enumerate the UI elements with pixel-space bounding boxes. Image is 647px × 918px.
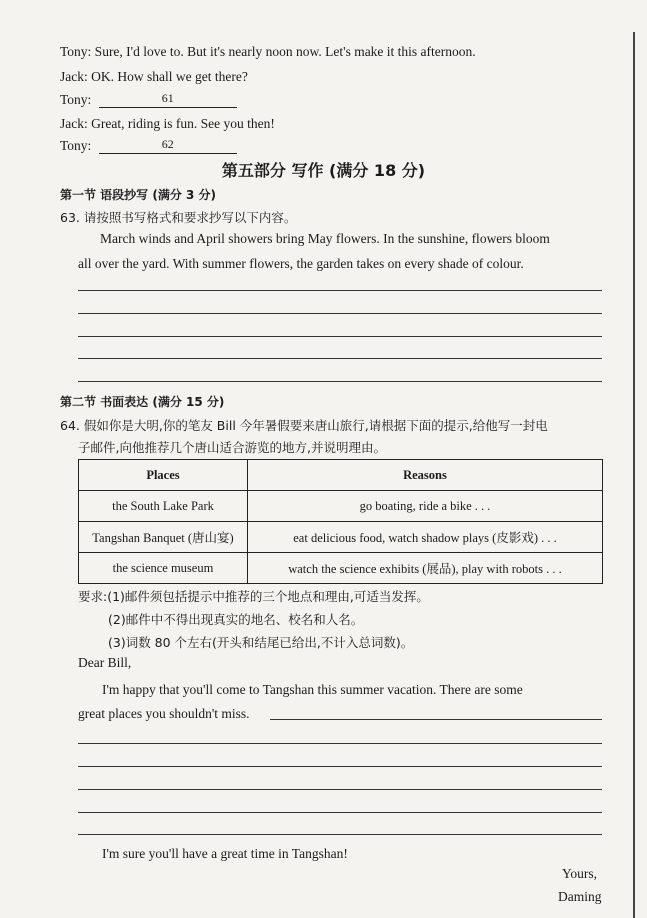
writing-line[interactable] [78, 834, 602, 835]
writing-line[interactable] [78, 743, 602, 744]
header-reasons: Reasons [248, 460, 603, 491]
question-63: 63. 请按照书写格式和要求抄写以下内容。 [60, 210, 297, 225]
table-row [79, 553, 603, 584]
requirement-3: (3)词数 80 个左右(开头和结尾已给出,不计入总词数)。 [108, 635, 414, 650]
writing-line[interactable] [78, 381, 602, 382]
passage-line-2: all over the yard. With summer flowers, the garden takes on every shade of colour. [78, 256, 524, 271]
dialogue-line-4: Jack: Great, riding is fun. See you then! [60, 116, 275, 131]
place-cell: the South Lake Park [79, 491, 248, 522]
header-places: Places [79, 460, 248, 491]
letter-opening-line-2: great places you shouldn't miss. [78, 706, 250, 721]
letter-opening-line-1: I'm happy that you'll come to Tangshan this summer vacation. There are some [102, 682, 523, 697]
speaker-label: Tony: [60, 138, 92, 153]
table-row [79, 491, 603, 522]
requirement-2: (2)邮件中不得出现真实的地名、校名和人名。 [108, 612, 364, 627]
section-1-title: 第一节 语段抄写 (满分 3 分) [60, 188, 217, 202]
letter-closing: I'm sure you'll have a great time in Tangshan! [102, 846, 348, 861]
table-header-row [79, 460, 603, 491]
place-cell: the science museum [79, 553, 248, 584]
writing-line[interactable] [78, 290, 602, 291]
speaker-label: Tony: [60, 92, 92, 107]
places-reasons-table [78, 459, 603, 584]
dialogue-line-2: Jack: OK. How shall we get there? [60, 69, 248, 84]
writing-line[interactable] [78, 336, 602, 337]
section-2-title: 第二节 书面表达 (满分 15 分) [60, 395, 225, 409]
writing-line[interactable] [78, 313, 602, 314]
copy-passage [78, 226, 603, 276]
answer-blank-61[interactable] [99, 92, 237, 108]
writing-line[interactable] [270, 719, 602, 720]
answer-blank-62[interactable] [99, 138, 237, 154]
table-row [79, 522, 603, 553]
dialogue-line-5 [60, 138, 237, 154]
place-cell: Tangshan Banquet (唐山宴) [79, 522, 248, 553]
writing-line[interactable] [78, 766, 602, 767]
letter-greeting: Dear Bill, [78, 655, 132, 670]
writing-line[interactable] [78, 812, 602, 813]
dialogue-line-3 [60, 92, 237, 108]
writing-line[interactable] [78, 789, 602, 790]
reason-cell: eat delicious food, watch shadow plays (皮影戏) . . . [248, 522, 603, 553]
passage-line-1: March winds and April showers bring May flowers. In the sunshine, flowers bloom [100, 231, 550, 246]
blank-number: 62 [161, 137, 174, 151]
reason-cell: go boating, ride a bike . . . [248, 491, 603, 522]
dialogue-line-1: Tony: Sure, I'd love to. But it's nearly noon now. Let's make it this afternoon. [60, 44, 476, 59]
writing-line[interactable] [78, 358, 602, 359]
letter-signoff: Yours, [562, 866, 598, 881]
letter-signature: Daming [558, 889, 602, 904]
question-64-line-1: 64. 假如你是大明,你的笔友 Bill 今年暑假要来唐山旅行,请根据下面的提示,给他写一封电 [60, 418, 548, 433]
part-title: 第五部分 写作 (满分 18 分) [221, 161, 426, 180]
requirement-1: 要求:(1)邮件须包括提示中推荐的三个地点和理由,可适当发挥。 [78, 589, 429, 604]
blank-number: 61 [161, 91, 174, 105]
question-64-line-2: 子邮件,向他推荐几个唐山适合游览的地方,并说明理由。 [78, 440, 386, 455]
reason-cell: watch the science exhibits (展品), play with robots . . . [248, 553, 603, 584]
